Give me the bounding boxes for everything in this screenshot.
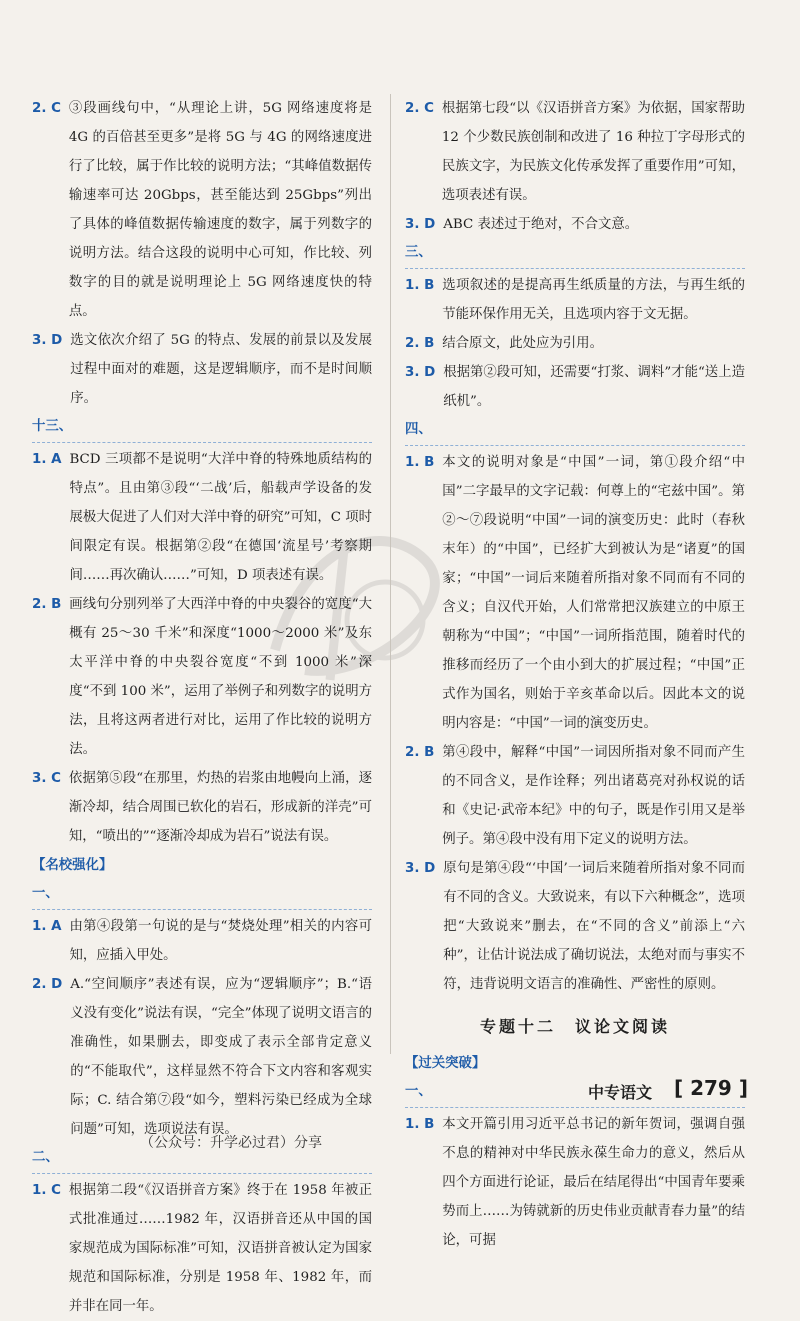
answer-item [32,1176,372,1321]
answer-number: 1. B [405,1117,435,1132]
answer-explanation: ③段画线句中，“从理论上讲，5G 网络速度将是 4G 的百倍甚至更多”是将 5G 与 4G 的网络速度进行了比较，属于作比较的说明方法；“其峰值数据传输速率可达 20Gbps，甚至能达到 25Gbps”列出了具体的峰值数据传输速度的数字，属于列数字的说明方法。结合这段的说明中心可知，作比较、列数字的目的就是说明理论上 5G 网络速度快的特点。 [68,101,372,319]
section-heading: 二、 [32,1144,372,1174]
watermark-text: （公众号：升学必过君）分享 [140,1135,322,1151]
page-number: [ 279 ] [674,1076,748,1100]
answer-item [32,970,372,1144]
answer-explanation: ABC 表述过于绝对，不合文意。 [443,217,639,232]
chapter-title: 专题十二 议论文阅读 [479,1017,670,1036]
answer-explanation: 选项叙述的是提高再生纸质量的方法，与再生纸的节能环保作用无关，且选项内容于文无据。 [442,278,745,322]
section-heading: 三、 [405,239,745,269]
answer-explanation: 根据第二段“《汉语拼音方案》终于在 1958 年被正式批准通过……1982 年，汉语拼音还从中国的国家规范成为国际标准”可知，汉语拼音被认定为国家规范和国际标准，分别是 1958 年、1982 年，而并非在同一年。 [68,1183,372,1314]
section-heading: 十三、 [32,413,372,443]
answer-number: 1. B [405,278,435,293]
section-heading: 四、 [405,416,745,446]
answer-item [405,854,745,999]
answer-number: 3. D [405,861,436,876]
answer-number: 3. D [32,333,63,348]
answer-item [32,764,372,851]
answer-explanation: 根据第七段“以《汉语拼音方案》为依据，国家帮助 12 个少数民族创制和改进了 16 种拉丁字母形式的民族文字，为民族文化传承发挥了重要作用”可知，选项表述有误。 [441,101,745,203]
answer-number: 1. A [32,919,62,934]
answer-number: 1. B [405,455,435,470]
answer-item [405,94,745,210]
answer-number: 1. C [32,1183,61,1198]
answer-explanation: 本文开篇引用习近平总书记的新年贺词，强调自强不息的精神对中华民族永葆生命力的意义，然后从四个方面进行论证，最后在结尾得出“中国青年要乘势而上……为铸就新的历史伟业贡献青春力量”的结论，可据 [442,1117,745,1248]
section-tag: 【过关突破】 [405,1056,486,1071]
answer-explanation: 原句是第④段“‘中国’一词后来随着所指对象不同而有不同的含义。大致说来，有以下六种概念”，选项把“大致说来”删去，在“不同的含义”前添上“六种”，让估计说法成了确切说法，太绝对而与事实不符，违背说明文语言的准确性、严密性的原则。 [443,861,745,992]
answer-number: 2. B [405,745,435,760]
answer-explanation: 第④段中，解释“中国”一词因所指对象不同而产生的不同含义，是作诠释；列出诸葛亮对孙权说的话和《史记·武帝本纪》中的句子，既是作引用又是举例子。第④段中没有用下定义的说明方法。 [442,745,745,847]
column-divider [390,94,391,1054]
answer-number: 3. C [32,771,61,786]
answer-item [32,590,372,764]
section-heading: 一、 [32,880,372,910]
answer-item [32,445,372,590]
answer-number: 2. C [405,101,434,116]
answer-item [405,1110,745,1255]
answer-item [405,210,745,239]
answer-item [405,271,745,329]
answer-number: 1. A [32,452,62,467]
answer-item [32,326,372,413]
answer-item [405,738,745,854]
answer-explanation: 根据第②段可知，还需要“打浆、调料”才能“送上造纸机”。 [443,365,745,409]
answer-explanation: 依据第⑤段“在那里，灼热的岩浆由地幔向上涌，逐渐冷却，结合周围已软化的岩石，形成新的洋壳”可知，“喷出的”“逐渐冷却成为岩石”说法有误。 [68,771,372,844]
answer-item [405,448,745,738]
answer-number: 3. D [405,217,436,232]
answer-number: 2. B [32,597,62,612]
section-tag: 【名校强化】 [32,858,113,873]
answer-number: 2. C [32,101,61,116]
answer-explanation: 由第④段第一句说的是与“焚烧处理”相关的内容可知，应插入甲处。 [69,919,372,963]
section-heading: 一、 [405,1078,745,1108]
answer-number: 2. B [405,336,435,351]
answer-explanation: 本文的说明对象是“中国”一词，第①段介绍“中国”二字最早的文字记载：何尊上的“宅兹中国”。第②～⑦段说明“中国”一词的演变历史：此时（春秋末年）的“中国”，已经扩大到被认为是“诸夏”的国家；“中国”一词后来随着所指对象不同而有不同的含义；自汉代开始，人们常常把汉族建立的中原王朝称为“中国”；“中国”一词所指范围，随着时代的推移而经历了一个由小到大的扩展过程；“中国”正式作为国名，则始于辛亥革命以后。因此本文的说明内容是：“中国”一词的演变历史。 [442,455,745,731]
answer-explanation: 选文依次介绍了 5G 的特点、发展的前景以及发展过程中面对的难题，这是逻辑顺序，而不是时间顺序。 [70,333,372,406]
answer-explanation: 结合原文，此处应为引用。 [442,336,603,351]
answer-number: 2. D [32,977,63,992]
answer-item [32,94,372,326]
answer-number: 3. D [405,365,436,380]
footer-label: 中专语文 [588,1083,653,1102]
answer-item [32,912,372,970]
answer-explanation: 画线句分别列举了大西洋中脊的中央裂谷的宽度“大概有 25～30 千米”和深度“1000～2000 米”及东太平洋中脊的中央裂谷宽度“不到 1000 米”深度“不到 100 米”，运用了举例子和列数字的说明方法，且将这两者进行对比，运用了作比较的说明方法。 [69,597,372,757]
answer-item [405,358,745,416]
answer-explanation: A.“空间顺序”表述有误，应为“逻辑顺序”；B.“语义没有变化”说法有误，“完全”体现了说明文语言的准确性，如果删去，即变成了表示全部肯定意义的“不能取代”，这样显然不符合下文内容和客观实际；C. 结合第⑦段“如今，塑料污染已经成为全球问题”可知，选项说法有误。 [70,977,372,1137]
answer-explanation: BCD 三项都不是说明“大洋中脊的特殊地质结构的特点”。且由第③段“‘二战’后，船载声学设备的发展极大促进了人们对大洋中脊的研究”可知，C 项时间限定有误。根据第②段“在德国‘流星号’考察期间……再次确认……”可知，D 项表述有误。 [69,452,372,583]
answer-item [405,329,745,358]
